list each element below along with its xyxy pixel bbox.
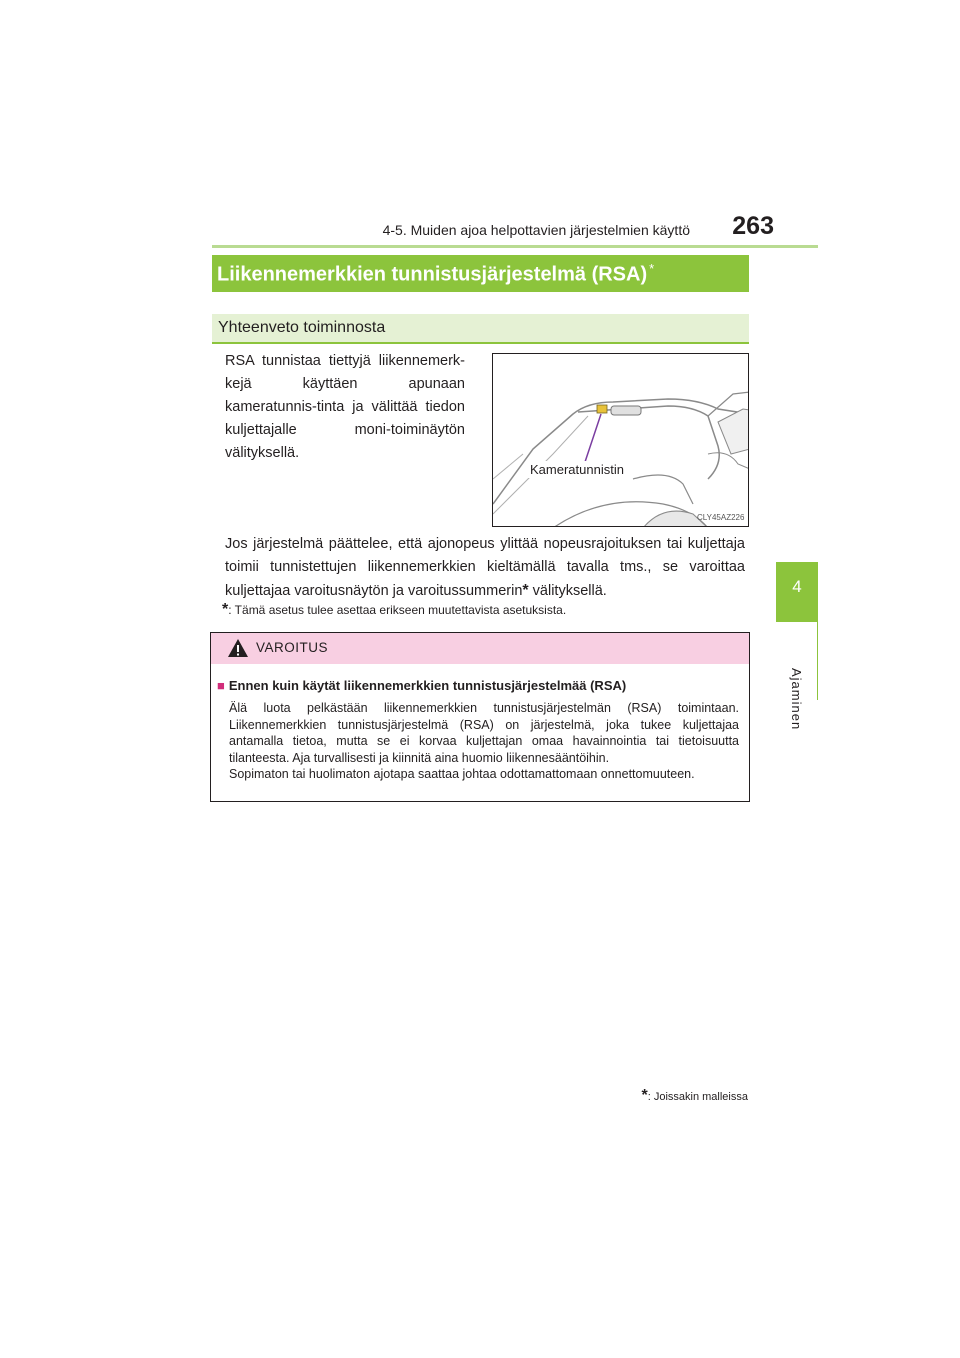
section-banner (212, 255, 749, 292)
warning-paragraph-2: Sopimaton tai huolimaton ajotapa saattaa johtaa odottamattomaan onnettomuuteen. (229, 767, 695, 781)
section-title (217, 261, 654, 287)
section-title-marker: * (649, 261, 655, 276)
warning-box (210, 632, 750, 802)
body-text-end: välityksellä. (528, 583, 607, 599)
illustration-code: CLY45AZ226 (697, 513, 745, 522)
body-text-start: Jos järjestelmä päättelee, että ajonopeus ylittää nopeusrajoituksen tai kuljettaja toimii tunnistettujen liikennemerkkien kieltämällä tavalla tms., se varoittaa kuljettajaa varoitusnäytön ja varoitussummerin (225, 536, 745, 599)
footnote-star: * (522, 582, 529, 599)
warning-triangle-icon (227, 638, 249, 658)
page-number: 263 (732, 212, 774, 240)
chapter-number: 4 (792, 577, 802, 596)
section-title-text: Liikennemerkkien tunnistusjärjestelmä (RSA) (217, 263, 648, 286)
running-header: 4-5. Muiden ajoa helpottavien järjestelmien käyttö (382, 222, 690, 238)
warning-header (211, 633, 749, 664)
intro-paragraph: RSA tunnistaa tiettyjä liikennemerk-kejä käyttäen apunaan kameratunnis-tinta ja välittää tiedon kuljettajalle moni-toiminäytön välityksellä. (225, 353, 465, 461)
car-windshield-drawing (493, 354, 749, 527)
square-bullet-icon: ■ (217, 678, 225, 693)
page-footnote-star: * (641, 1087, 648, 1104)
chapter-tab-rule (817, 622, 818, 700)
subsection-banner (212, 314, 749, 344)
setting-note-text: : Tämä asetus tulee asettaa erikseen muutettavista asetuksista. (228, 603, 567, 617)
setting-note (222, 601, 762, 619)
setting-note-star: * (222, 601, 229, 618)
camera-sensor-label: Kameratunnistin (527, 461, 627, 478)
chapter-label: Ajaminen (789, 668, 804, 731)
camera-sensor-illustration (492, 353, 749, 527)
header-rule (212, 245, 818, 248)
page-footnote (560, 1087, 748, 1105)
page-footnote-text: : Joissakin malleissa (647, 1091, 748, 1103)
warning-item-title (217, 678, 626, 693)
subsection-title: Yhteenveto toiminnosta (218, 319, 386, 336)
warning-label: VAROITUS (256, 640, 329, 655)
body-paragraph (225, 533, 745, 603)
warning-item-title-text: Ennen kuin käytät liikennemerkkien tunnistusjärjestelmää (RSA) (228, 678, 627, 693)
warning-paragraph-1: Älä luota pelkästään liikennemerkkien tunnistusjärjestelmän (RSA) toimintaan. Liikennemerkkien tunnistusjärjestelmä (RSA) on järjestelmä, joka tukee kuljettajaa antamalla tietoa, mutta se ei korvaa kuljettajan omaa havainnointia tai tietoisuutta tilanteesta. Aja turvallisesti ja kiinnitä aina huomio liikennesääntöihin. (229, 701, 739, 765)
